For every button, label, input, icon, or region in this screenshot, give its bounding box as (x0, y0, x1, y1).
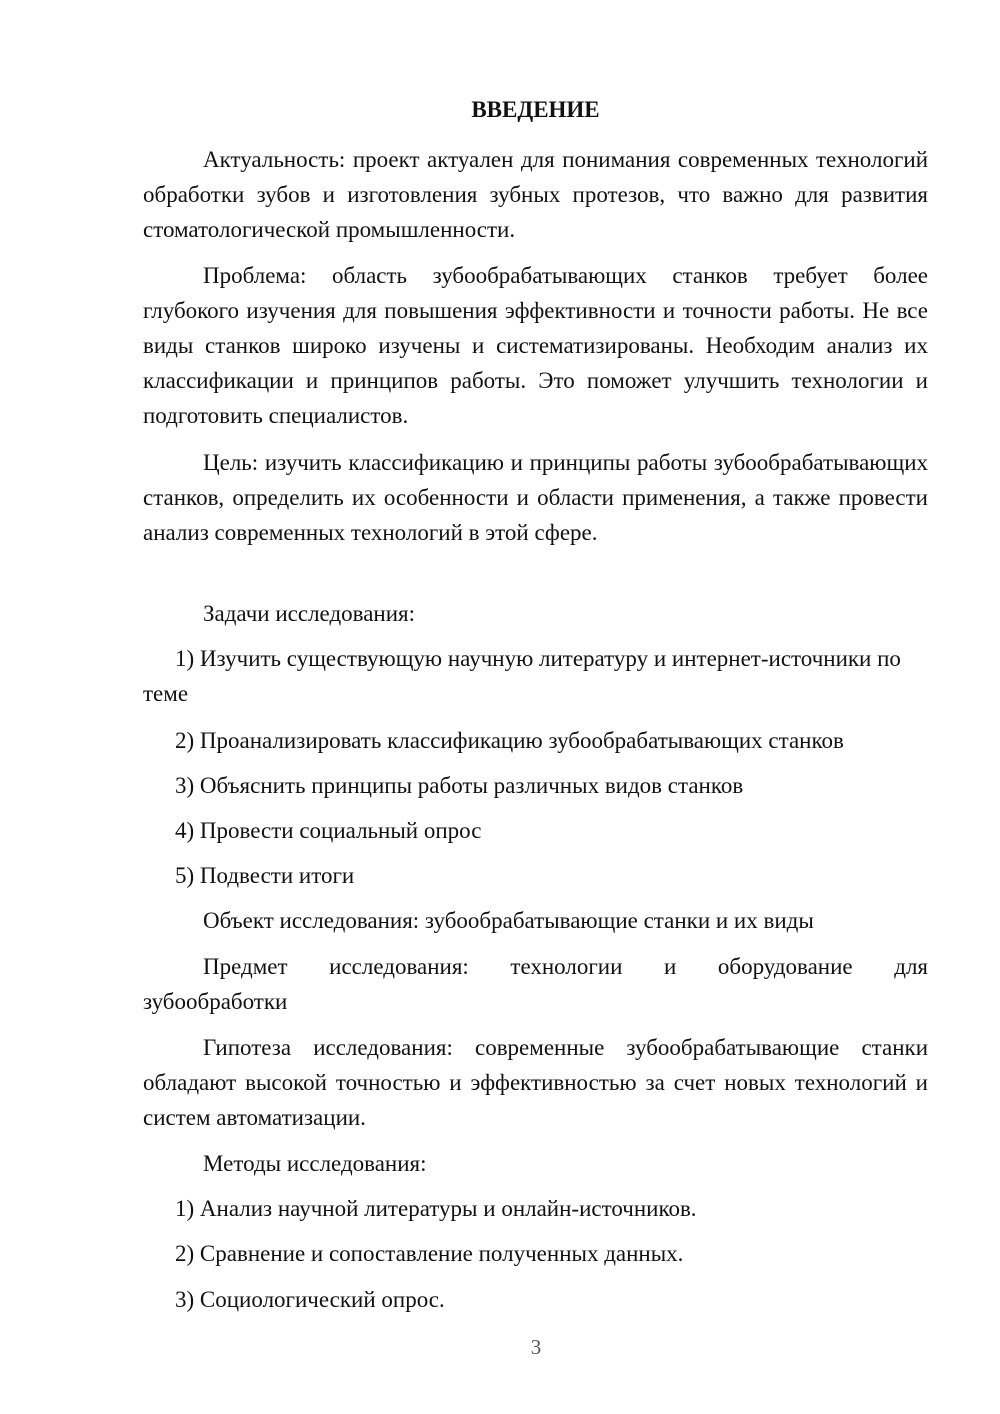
problem-paragraph: Проблема: область зубообрабатывающих станков требует более глубокого изучения для повышения эффективности и точности работы. Не все виды станков широко изучены и систематизированы. Необходим анализ их классификации и принципов работы. Это поможет улучшить технологии и подготовить специалистов. (143, 263, 928, 428)
method-item-3: 3) Социологический опрос. (175, 1287, 445, 1312)
method-item-1: 1) Анализ научной литературы и онлайн-источников. (175, 1196, 697, 1221)
task-item-3: 3) Объяснить принципы работы различных видов станков (175, 773, 744, 798)
goal-paragraph: Цель: изучить классификацию и принципы работы зубообрабатывающих станков, определить их особенности и области применения, а также провести анализ современных технологий в этой сфере. (143, 450, 928, 545)
hypothesis-paragraph: Гипотеза исследования: современные зубообрабатывающие станки обладают высокой точностью и эффективностью за счет новых технологий и систем автоматизации. (143, 1035, 928, 1130)
method-item-2: 2) Сравнение и сопоставление полученных данных. (175, 1241, 684, 1266)
task-item-1: 1) Изучить существующую научную литературу и интернет-источники по теме (143, 646, 901, 706)
object-paragraph: Объект исследования: зубообрабатывающие станки и их виды (203, 908, 814, 933)
methods-heading: Методы исследования: (203, 1151, 427, 1176)
tasks-heading: Задачи исследования: (203, 601, 416, 626)
page-number: 3 (530, 1335, 542, 1359)
task-item-4: 4) Провести социальный опрос (175, 818, 482, 843)
subject-line-2: зубообработки (143, 989, 288, 1014)
task-item-5: 5) Подвести итоги (175, 863, 355, 888)
relevance-paragraph: Актуальность: проект актуален для понимания современных технологий обработки зубов и изготовления зубных протезов, что важно для развития стоматологической промышленности. (143, 147, 928, 242)
page-title: ВВЕДЕНИЕ (471, 97, 600, 122)
task-item-2: 2) Проанализировать классификацию зубообрабатывающих станков (175, 728, 844, 753)
subject-line-1: Предмет исследования: технологии и оборудование для (203, 954, 928, 979)
